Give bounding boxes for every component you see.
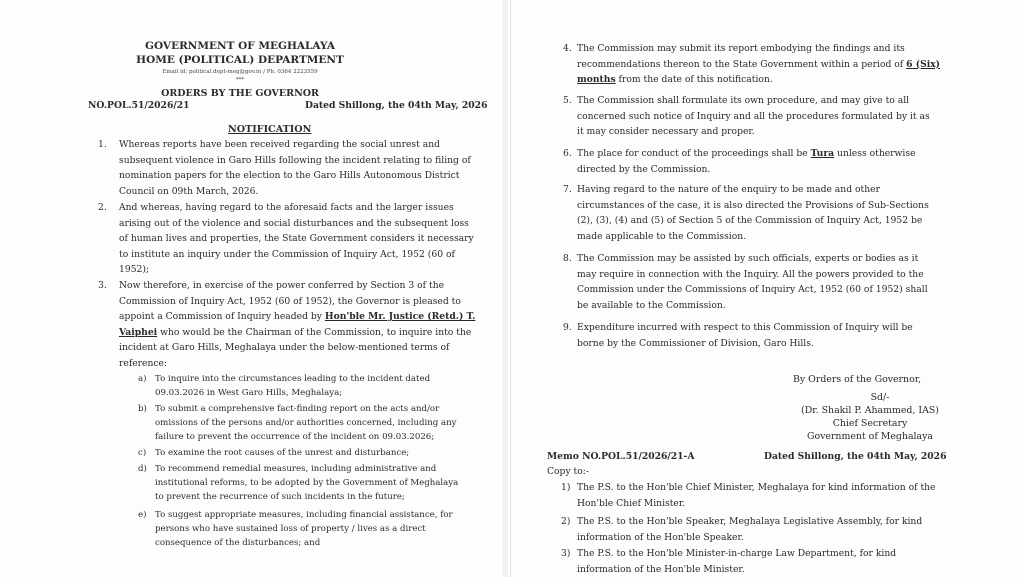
- para-7: [577, 182, 929, 244]
- para-6: [577, 146, 916, 177]
- copy-line: information of the Hon'ble Speaker.: [577, 531, 744, 543]
- para-2-line: And whereas, having regard to the aforesaid facts and the larger issues: [119, 202, 454, 213]
- chairman-surname: Vaiphei: [119, 326, 158, 338]
- term-line: To examine the root causes of the unrest and disturbance;: [155, 448, 410, 458]
- para-3-line: reference:: [119, 357, 168, 369]
- term-line: To inquire into the circumstances leading to the incident dated: [155, 374, 431, 384]
- para-3-text: who would be the Chairman of the Commission, to inquire into the: [157, 326, 472, 338]
- para-8: [577, 251, 928, 313]
- para-4-text: from the date of this notification.: [615, 74, 773, 86]
- government-title: GOVERNMENT OF MEGHALAYA: [145, 40, 335, 52]
- term-b: [155, 402, 457, 445]
- para-8-number: 8.: [563, 253, 572, 264]
- para-1-line: subsequent violence in Garo Hills following the incident relating to filing of: [119, 154, 471, 166]
- copy-line: information of the Hon'ble Minister.: [577, 563, 745, 575]
- para-1-number: 1.: [98, 139, 107, 150]
- term-d: [155, 462, 458, 505]
- report-period-unit: months: [577, 74, 616, 86]
- term-b-label: b): [138, 404, 147, 414]
- term-d-label: d): [138, 464, 147, 474]
- signatory-name: (Dr. Shakil P. Ahammed, IAS): [801, 405, 939, 416]
- term-a: [155, 372, 430, 400]
- signature-sd: Sd/-: [870, 392, 890, 403]
- para-3-number: 3.: [98, 280, 107, 291]
- para-7-line: made applicable to the Commission.: [577, 230, 747, 242]
- para-2-line: of human lives and properties, the State Government considers it necessary: [119, 233, 474, 245]
- para-8-line: Commission under the Commissions of Inquiry Act, 1952 (60 of 1952) shall: [577, 284, 928, 296]
- term-line: omissions of the persons and/or authorities concerned, including any: [155, 418, 457, 429]
- para-3-line: [119, 309, 475, 325]
- para-9-line: Expenditure incurred with respect to this Commission of Inquiry will be: [577, 322, 913, 333]
- para-4-number: 4.: [563, 43, 572, 54]
- copy-to-label: Copy to:-: [547, 466, 589, 477]
- para-9-number: 9.: [563, 322, 572, 333]
- para-4-line: The Commission may submit its report embodying the findings and its: [577, 43, 905, 54]
- order-number: NO.POL.51/2026/21: [88, 100, 190, 111]
- para-9-line: borne by the Commissioner of Division, Garo Hills.: [577, 337, 814, 349]
- para-3-line: [119, 325, 475, 341]
- para-8-line: The Commission may be assisted by such officials, experts or bodies as it: [577, 253, 919, 264]
- para-7-line: circumstances of the case, it is also directed the Provisions of Sub-Sections: [577, 199, 929, 211]
- para-9: [577, 320, 913, 351]
- copy-2-number: 2): [561, 516, 571, 527]
- para-3-line: Commission of Inquiry Act, 1952 (60 of 1952), the Governor is pleased to: [119, 295, 461, 307]
- para-1-line: Council on 09th March, 2026.: [119, 185, 259, 197]
- para-4-line: [577, 72, 940, 88]
- report-period: 6 (Six): [906, 58, 941, 70]
- contact-line: Email id: political.dept-meg@gov.in / Ph. 0364 2223559: [162, 69, 318, 75]
- para-6-line: [577, 146, 916, 162]
- term-line: consequence of the disturbances; and: [155, 538, 321, 549]
- copy-line: Hon'ble Chief Minister.: [577, 497, 686, 509]
- term-c: [155, 446, 409, 460]
- copy-1-number: 1): [561, 482, 571, 493]
- para-8-line: may require in connection with the Inquiry. All the powers provided to the: [577, 268, 924, 280]
- para-5-line: concerned such notice of Inquiry and all the procedures formulated by it as: [577, 110, 930, 122]
- para-3-line: incident at Garo Hills, Meghalaya under the below-mentioned terms of: [119, 342, 450, 354]
- term-line: To recommend remedial measures, including administrative and: [155, 464, 437, 474]
- para-4-line: [577, 57, 940, 73]
- para-4-text: recommendations thereon to the State Government within a period of: [577, 58, 907, 70]
- para-1: [119, 137, 471, 199]
- para-1-line: Whereas reports have been received regarding the social unrest and: [119, 139, 441, 150]
- venue-tura: Tura: [810, 148, 835, 159]
- term-line: failure to prevent the occurrence of the incident on 09.03.2026;: [155, 432, 435, 443]
- para-7-line: (2), (3), (4) and (5) of Section 5 of the Commission of Inquiry Act, 1952 be: [577, 215, 923, 227]
- signature-by-orders: By Orders of the Governor,: [793, 374, 922, 385]
- para-5-line: The Commission shall formulate its own procedure, and may give to all: [577, 95, 910, 106]
- copy-3-number: 3): [561, 548, 571, 559]
- para-2-line: arising out of the violence and social disturbances and the subsequent loss: [119, 217, 469, 229]
- memo-number: Memo NO.POL.51/2026/21-A: [547, 451, 695, 462]
- term-line: To suggest appropriate measures, including financial assistance, for: [155, 510, 453, 520]
- department-title: HOME (POLITICAL) DEPARTMENT: [136, 54, 344, 66]
- term-e-label: e): [138, 510, 147, 520]
- chairman-name: Hon'ble Mr. Justice (Retd.) T.: [324, 311, 476, 323]
- term-c-label: c): [138, 448, 147, 458]
- term-line: 09.03.2026 in West Garo Hills, Meghalaya;: [155, 388, 343, 399]
- notification-heading: NOTIFICATION: [228, 124, 312, 135]
- para-6-text: The place for conduct of the proceedings shall be: [577, 148, 811, 159]
- para-4: [577, 41, 940, 88]
- memo-date: Dated Shillong, the 04th May, 2026: [764, 451, 947, 462]
- signatory-designation: Chief Secretary: [832, 418, 908, 429]
- term-line: institutional reforms, to be adopted by the Government of Meghalaya: [155, 478, 459, 489]
- para-1-line: nomination papers for the election to the Garo Hills Autonomous District: [119, 170, 460, 182]
- copy-line: The P.S. to the Hon'ble Minister-in-charge Law Department, for kind: [577, 548, 897, 559]
- para-5-line: it may consider necessary and proper.: [577, 126, 755, 138]
- copy-line: The P.S. to the Hon'ble Chief Minister, Meghalaya for kind information of the: [577, 482, 936, 493]
- document-page-left: [0, 0, 500, 577]
- para-2-line: to institute an inquiry under the Commission of Inquiry Act, 1952 (60 of: [119, 248, 455, 260]
- para-2: [119, 200, 474, 278]
- para-3-line: Now therefore, in exercise of the power conferred by Section 3 of the: [119, 280, 445, 291]
- orders-heading: ORDERS BY THE GOVERNOR: [161, 88, 319, 99]
- term-line: To submit a comprehensive fact-finding report on the acts and/or: [155, 404, 440, 414]
- para-5-number: 5.: [563, 95, 572, 106]
- para-6-text: unless otherwise: [834, 148, 916, 159]
- para-3: [119, 278, 475, 372]
- order-date: Dated Shillong, the 04th May, 2026: [305, 100, 488, 111]
- copy-line: The P.S. to the Hon'ble Speaker, Meghalaya Legislative Assembly, for kind: [577, 516, 923, 527]
- copy-3: [577, 546, 896, 577]
- separator-dots: ***: [235, 77, 245, 83]
- para-2-line: 1952);: [119, 264, 150, 276]
- para-5: [577, 93, 930, 140]
- para-6-number: 6.: [563, 148, 572, 159]
- page-divider: [502, 0, 508, 577]
- para-2-number: 2.: [98, 202, 107, 213]
- signatory-government: Government of Meghalaya: [806, 431, 934, 442]
- para-7-number: 7.: [563, 184, 572, 195]
- para-8-line: be available to the Commission.: [577, 299, 726, 311]
- para-6-line: directed by the Commission.: [577, 163, 711, 175]
- term-e: [155, 508, 453, 551]
- term-a-label: a): [138, 374, 147, 384]
- para-7-line: Having regard to the nature of the enquiry to be made and other: [577, 184, 880, 195]
- term-line: to prevent the recurrence of such incidents in the future;: [155, 492, 405, 503]
- copy-2: [577, 514, 922, 545]
- para-3-text: appoint a Commission of Inquiry headed by: [119, 311, 325, 323]
- copy-1: [577, 480, 936, 511]
- term-line: persons who have sustained loss of property / lives as a direct: [155, 524, 426, 535]
- document-page-right: [510, 0, 1024, 577]
